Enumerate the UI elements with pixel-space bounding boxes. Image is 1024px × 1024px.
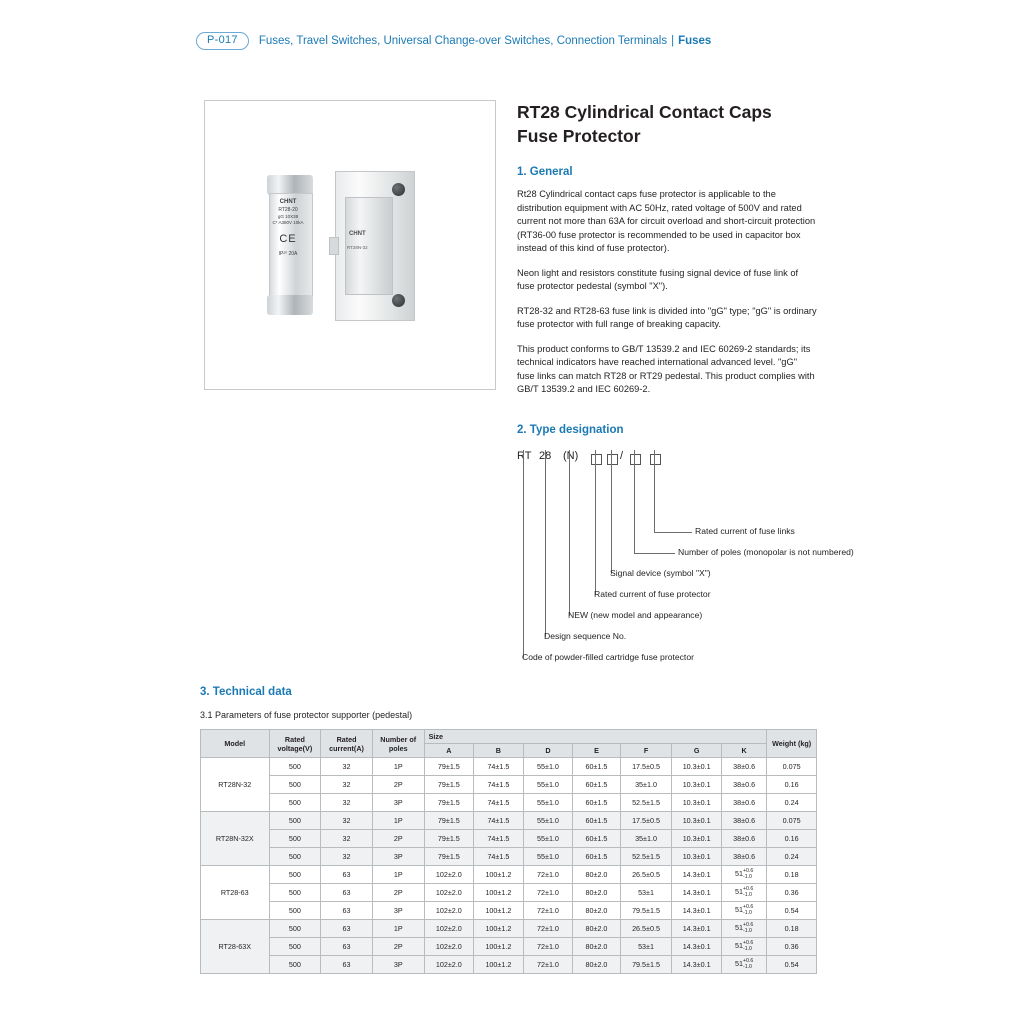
cell-size-e: 80±2.0 [573, 884, 620, 902]
table-row [201, 956, 817, 974]
section-heading-general: 1. General [517, 166, 573, 178]
leader-label-number-of-poles: Number of poles (monopolar is not numbered) [678, 547, 854, 557]
cell-size-f: 26.5±0.5 [620, 866, 672, 884]
cell-rated-current: 63 [321, 956, 373, 974]
cell-size-d: 55±1.0 [523, 812, 573, 830]
cell-weight: 0.18 [767, 866, 817, 884]
cell-size-k: 38±0.6 [721, 758, 766, 776]
cell-size-g: 14.3±0.1 [672, 920, 722, 938]
cell-size-k: 38±0.6 [721, 848, 766, 866]
cell-size-g: 10.3±0.1 [672, 848, 722, 866]
cell-size-a: 102±2.0 [424, 920, 474, 938]
cell-size-f: 52.5±1.5 [620, 794, 672, 812]
cell-size-k: 51+0.6 -1.0 [721, 866, 766, 884]
parameters-table [200, 729, 817, 974]
page-header [196, 32, 711, 50]
fuse-cap-top [267, 175, 313, 195]
breadcrumb-current: Fuses [678, 35, 712, 47]
ce-mark-icon: CE [279, 233, 297, 245]
fuse-holder-pedestal [335, 171, 413, 319]
cell-size-k: 38±0.6 [721, 812, 766, 830]
col-size-b: B [474, 744, 524, 758]
cell-size-a: 79±1.5 [424, 848, 474, 866]
cell-size-g: 14.3±0.1 [672, 938, 722, 956]
table-row [201, 830, 817, 848]
leader-line-2-h [634, 553, 675, 554]
cell-size-k: 51+0.6 -1.0 [721, 902, 766, 920]
leader-label-rated-current-protector: Rated current of fuse protector [594, 589, 711, 599]
cell-rated-current: 32 [321, 848, 373, 866]
cell-size-e: 60±1.5 [573, 794, 620, 812]
page-number-badge: P-017 [196, 32, 249, 50]
cell-poles: 1P [372, 920, 424, 938]
cylindrical-fuse-link [267, 175, 313, 315]
cell-size-e: 80±2.0 [573, 920, 620, 938]
code-part-28: 28 [539, 450, 552, 462]
cell-rated-current: 63 [321, 902, 373, 920]
cell-size-k: 38±0.6 [721, 794, 766, 812]
leader-line-6 [545, 450, 546, 637]
cell-weight: 0.18 [767, 920, 817, 938]
cell-poles: 2P [372, 938, 424, 956]
cell-poles: 2P [372, 884, 424, 902]
technical-subheading: 3.1 Parameters of fuse protector supporter (pedestal) [200, 710, 413, 720]
cell-weight: 0.24 [767, 848, 817, 866]
cell-rated-voltage: 500 [269, 830, 321, 848]
fuse-spec-line-1: gG 10X38 [277, 214, 299, 219]
cell-rated-voltage: 500 [269, 776, 321, 794]
table-head [201, 730, 817, 758]
col-weight: Weight (kg) [767, 730, 817, 758]
cell-rated-voltage: 500 [269, 812, 321, 830]
col-size-k: K [721, 744, 766, 758]
cell-size-a: 102±2.0 [424, 938, 474, 956]
cell-size-a: 79±1.5 [424, 776, 474, 794]
cell-rated-voltage: 500 [269, 956, 321, 974]
cell-size-f: 53±1 [620, 938, 672, 956]
table-row [201, 776, 817, 794]
code-part-rt: RT [517, 450, 532, 462]
cell-size-d: 72±1.0 [523, 902, 573, 920]
cell-size-g: 14.3±0.1 [672, 956, 722, 974]
product-image-frame [204, 100, 496, 390]
fuse-model-label: RT28-20 [278, 207, 298, 213]
holder-model-label: RT28N-32 [347, 245, 368, 250]
cell-size-d: 72±1.0 [523, 866, 573, 884]
cell-size-k: 51+0.6 -1.0 [721, 938, 766, 956]
page-title: RT28 Cylindrical Contact Caps Fuse Protector [517, 102, 772, 146]
cell-poles: 3P [372, 794, 424, 812]
leader-line-1 [654, 450, 655, 532]
cell-weight: 0.54 [767, 956, 817, 974]
cell-size-f: 52.5±1.5 [620, 848, 672, 866]
cell-size-e: 80±2.0 [573, 902, 620, 920]
cell-size-f: 79.5±1.5 [620, 956, 672, 974]
general-paragraph-4: This product conforms to GB/T 13539.2 and IEC 60269-2 standards; its technical indicators have reached international advanced level. "gG" fuse links can match RT28 or RT29 pedestal. This product complies with GB/T 13539.2 and IEC 60269-2. [517, 343, 815, 394]
cell-poles: 1P [372, 758, 424, 776]
cell-size-e: 60±1.5 [573, 848, 620, 866]
col-size-f: F [620, 744, 672, 758]
cell-size-g: 14.3±0.1 [672, 902, 722, 920]
col-model: Model [201, 730, 270, 758]
table-row [201, 758, 817, 776]
cell-poles: 2P [372, 776, 424, 794]
cell-size-b: 100±1.2 [474, 866, 524, 884]
code-box-4 [650, 453, 661, 465]
cell-size-d: 55±1.0 [523, 830, 573, 848]
cell-size-d: 55±1.0 [523, 758, 573, 776]
cell-rated-voltage: 500 [269, 866, 321, 884]
cell-rated-current: 63 [321, 920, 373, 938]
cell-size-d: 72±1.0 [523, 938, 573, 956]
code-part-n: (N) [563, 450, 579, 462]
cell-weight: 0.24 [767, 794, 817, 812]
fuse-rating-label: IP²⁰ 20A [278, 251, 298, 257]
cell-size-g: 10.3±0.1 [672, 776, 722, 794]
cell-weight: 0.16 [767, 830, 817, 848]
cell-size-f: 17.5±0.5 [620, 812, 672, 830]
leader-label-new-model: NEW (new model and appearance) [568, 610, 703, 620]
cell-size-b: 100±1.2 [474, 938, 524, 956]
cell-size-k: 51+0.6 -1.0 [721, 884, 766, 902]
section-heading-type-designation: 2. Type designation [517, 424, 624, 436]
cell-size-a: 102±2.0 [424, 866, 474, 884]
cell-weight: 0.36 [767, 938, 817, 956]
cell-size-d: 72±1.0 [523, 920, 573, 938]
table-row [201, 938, 817, 956]
col-size-d: D [523, 744, 573, 758]
general-paragraph-2: Neon light and resistors constitute fusing signal device of fuse link of fuse protector pedestal (symbol "X"). [517, 267, 799, 291]
leader-line-1-h [654, 532, 692, 533]
cell-size-f: 35±1.0 [620, 830, 672, 848]
leader-label-code-cartridge: Code of powder-filled cartridge fuse protector [522, 652, 694, 662]
cell-size-f: 17.5±0.5 [620, 758, 672, 776]
leader-line-3 [611, 450, 612, 574]
cell-size-g: 10.3±0.1 [672, 758, 722, 776]
section-heading-technical-data: 3. Technical data [200, 686, 292, 698]
code-box-1 [591, 453, 602, 465]
cell-size-d: 55±1.0 [523, 794, 573, 812]
cell-model: RT28-63X [201, 920, 270, 974]
breadcrumb-category: Fuses, Travel Switches, Universal Change-over Switches, Connection Terminals [258, 35, 668, 47]
cell-poles: 3P [372, 902, 424, 920]
cell-size-g: 14.3±0.1 [672, 866, 722, 884]
cell-rated-current: 32 [321, 776, 373, 794]
cell-size-b: 100±1.2 [474, 902, 524, 920]
cell-rated-current: 32 [321, 812, 373, 830]
cell-size-a: 102±2.0 [424, 956, 474, 974]
table-header-row-1 [201, 730, 817, 744]
cell-rated-voltage: 500 [269, 938, 321, 956]
cell-size-g: 14.3±0.1 [672, 884, 722, 902]
col-rated-current: Rated current(A) [321, 730, 373, 758]
cell-size-d: 55±1.0 [523, 776, 573, 794]
cell-size-b: 74±1.5 [474, 758, 524, 776]
table-row [201, 902, 817, 920]
fuse-brand-label: CHNT [279, 199, 297, 205]
cell-size-e: 60±1.5 [573, 776, 620, 794]
breadcrumb-separator: | [671, 35, 675, 47]
cell-weight: 0.075 [767, 812, 817, 830]
code-box-2 [607, 453, 618, 465]
cell-rated-voltage: 500 [269, 848, 321, 866]
cell-rated-current: 32 [321, 830, 373, 848]
cell-size-a: 79±1.5 [424, 794, 474, 812]
cell-size-e: 80±2.0 [573, 938, 620, 956]
col-number-of-poles: Number of poles [372, 730, 424, 758]
cell-size-e: 80±2.0 [573, 866, 620, 884]
cell-size-k: 38±0.6 [721, 776, 766, 794]
cell-size-k: 51+0.6 -1.0 [721, 920, 766, 938]
holder-brand-label: CHNT [349, 231, 366, 237]
leader-label-signal-device: Signal device (symbol "X") [610, 568, 711, 578]
cell-rated-voltage: 500 [269, 794, 321, 812]
leader-label-design-sequence: Design sequence No. [544, 631, 627, 641]
cell-rated-current: 32 [321, 794, 373, 812]
leader-line-4 [595, 450, 596, 595]
code-box-3 [630, 453, 641, 465]
cell-poles: 1P [372, 866, 424, 884]
cell-size-f: 53±1 [620, 884, 672, 902]
cell-size-a: 102±2.0 [424, 884, 474, 902]
product-description [517, 100, 817, 408]
cell-poles: 3P [372, 848, 424, 866]
type-designation-section [517, 424, 1017, 662]
cell-size-g: 10.3±0.1 [672, 812, 722, 830]
col-size-g: G [672, 744, 722, 758]
cell-size-d: 55±1.0 [523, 848, 573, 866]
table-row [201, 920, 817, 938]
cell-rated-voltage: 500 [269, 902, 321, 920]
fuse-cap-bottom [267, 295, 313, 315]
col-size-group: Size [424, 730, 767, 744]
cell-size-a: 102±2.0 [424, 902, 474, 920]
cell-size-b: 74±1.5 [474, 812, 524, 830]
cell-size-f: 79.5±1.5 [620, 902, 672, 920]
general-paragraph-3: RT28-32 and RT28-63 fuse link is divided into "gG" type; "gG" is ordinary fuse protector with full range of breaking capacity. [517, 305, 817, 329]
holder-terminal-screw-bottom [392, 294, 405, 307]
leader-line-2 [634, 450, 635, 553]
cell-size-a: 79±1.5 [424, 830, 474, 848]
cell-size-g: 10.3±0.1 [672, 794, 722, 812]
cell-rated-voltage: 500 [269, 884, 321, 902]
col-size-e: E [573, 744, 620, 758]
table-row [201, 884, 817, 902]
cell-size-e: 80±2.0 [573, 956, 620, 974]
cell-model: RT28N-32X [201, 812, 270, 866]
breadcrumb [259, 35, 711, 47]
cell-rated-current: 32 [321, 758, 373, 776]
col-rated-voltage: Rated voltage(V) [269, 730, 321, 758]
table-row [201, 794, 817, 812]
product-photo [245, 165, 455, 325]
table-body [201, 758, 817, 974]
cell-rated-current: 63 [321, 938, 373, 956]
cell-model: RT28N-32 [201, 758, 270, 812]
cell-size-f: 26.5±0.5 [620, 920, 672, 938]
leader-line-5 [569, 450, 570, 616]
cell-size-b: 100±1.2 [474, 884, 524, 902]
cell-size-e: 60±1.5 [573, 812, 620, 830]
cell-size-d: 72±1.0 [523, 884, 573, 902]
cell-poles: 2P [372, 830, 424, 848]
cell-size-b: 74±1.5 [474, 830, 524, 848]
cell-rated-voltage: 500 [269, 920, 321, 938]
code-part-slash: / [620, 450, 624, 462]
leader-line-7 [523, 450, 524, 658]
cell-weight: 0.075 [767, 758, 817, 776]
cell-size-b: 74±1.5 [474, 794, 524, 812]
type-code-diagram [517, 450, 1017, 474]
col-size-a: A [424, 744, 474, 758]
table-row [201, 848, 817, 866]
cell-model: RT28-63 [201, 866, 270, 920]
cell-size-a: 79±1.5 [424, 758, 474, 776]
technical-data-section [200, 686, 820, 974]
general-paragraph-1: Rt28 Cylindrical contact caps fuse protector is applicable to the distribution equipment with AC 50Hz, rated voltage of 500V and rated current not more than 63A for circuit overload and short-circuit protection (RT36-00 fuse protector is recommended to be used in capacitor box instead of this kind of fuse protector). [517, 189, 816, 253]
cell-size-b: 100±1.2 [474, 920, 524, 938]
cell-rated-current: 63 [321, 884, 373, 902]
table-row [201, 866, 817, 884]
cell-weight: 0.36 [767, 884, 817, 902]
cell-rated-voltage: 500 [269, 758, 321, 776]
cell-poles: 3P [372, 956, 424, 974]
cell-size-b: 100±1.2 [474, 956, 524, 974]
cell-size-a: 79±1.5 [424, 812, 474, 830]
cell-rated-current: 63 [321, 866, 373, 884]
cell-size-b: 74±1.5 [474, 776, 524, 794]
cell-size-k: 38±0.6 [721, 830, 766, 848]
cell-size-f: 35±1.0 [620, 776, 672, 794]
cell-size-e: 60±1.5 [573, 758, 620, 776]
cell-size-g: 10.3±0.1 [672, 830, 722, 848]
cell-weight: 0.54 [767, 902, 817, 920]
cell-size-b: 74±1.5 [474, 848, 524, 866]
holder-terminal-screw-top [392, 183, 405, 196]
cell-weight: 0.16 [767, 776, 817, 794]
cell-poles: 1P [372, 812, 424, 830]
cell-size-e: 60±1.5 [573, 830, 620, 848]
holder-din-clip [329, 237, 339, 255]
cell-size-d: 72±1.0 [523, 956, 573, 974]
cell-size-k: 51+0.6 -1.0 [721, 956, 766, 974]
table-row [201, 812, 817, 830]
fuse-spec-line-2: C* A380V 10kA [272, 220, 304, 225]
leader-label-rated-current-links: Rated current of fuse links [695, 526, 795, 536]
